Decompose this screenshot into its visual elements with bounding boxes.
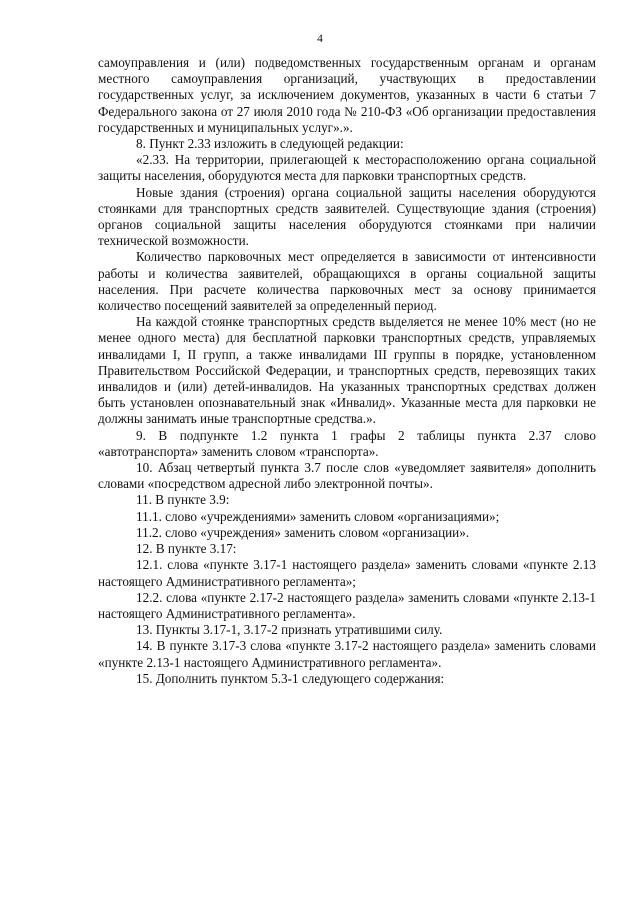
paragraph: самоуправления и (или) подведомственных государственным органам и органам местного самоуправления организаций, участвующих в предоставлении государственных услуг, за исключением документов, указанных в части 6 статьи 7 Федерального закона от 27 июля 2010 года № 210-ФЗ «Об организации предоставления государственных и муниципальных услуг».». <box>98 55 596 135</box>
paragraph: «2.33. На территории, прилегающей к месторасположению органа социальной защиты населения, оборудуются места для парковки транспортных средств. <box>98 152 596 184</box>
paragraph: 11.1. слово «учреждениями» заменить словом «организациями»; <box>136 508 500 524</box>
paragraph: На каждой стоянке транспортных средств выделяется не менее 10% мест (но не менее одного места) для бесплатной парковки транспортных средств, управляемых инвалидами I, II групп, а также инвалидами III группы в порядке, установленном Правительством Российской Федерации, и транспортных средств, перевозящих таких инвалидов и (или) детей-инвалидов. На указанных транспортных средствах должен быть установлен опознавательный знак «Инвалид». Указанные места для парковки не должны занимать иные транспортные средства.». <box>98 314 596 427</box>
paragraph: Количество парковочных мест определяется в зависимости от интенсивности работы и количества заявителей, обращающихся в органы социальной защиты населения. При расчете количества парковочных мест за основу принимается количество посещений заявителей за определенный период. <box>98 249 596 314</box>
paragraph: 12. В пункте 3.17: <box>136 541 237 557</box>
page-number: 4 <box>317 33 323 45</box>
paragraph: 12.2. слова «пункте 2.17-2 настоящего раздела» заменить словами «пункте 2.13-1 настоящего Административного регламента». <box>98 589 596 621</box>
paragraph: 11. В пункте 3.9: <box>136 492 230 508</box>
paragraph: 11.2. слово «учреждения» заменить словом «организации». <box>136 524 470 540</box>
paragraph: 10. Абзац четвертый пункта 3.7 после слов «уведомляет заявителя» дополнить словами «посредством адресной либо электронной почты». <box>98 460 596 492</box>
paragraph: 12.1. слова «пункте 3.17-1 настоящего раздела» заменить словами «пункте 2.13 настоящего Административного регламента»; <box>98 557 596 589</box>
paragraph: 14. В пункте 3.17-3 слова «пункте 3.17-2 настоящего раздела» заменить словами «пункте 2.13-1 настоящего Административного регламента». <box>98 638 596 670</box>
document-body <box>98 55 596 687</box>
paragraph: 15. Дополнить пунктом 5.3-1 следующего содержания: <box>136 670 445 686</box>
paragraph: 13. Пункты 3.17-1, 3.17-2 признать утратившими силу. <box>136 622 443 638</box>
paragraph: 9. В подпункте 1.2 пункта 1 графы 2 таблицы пункта 2.37 слово «автотранспорта» заменить словом «транспорта». <box>98 427 596 459</box>
paragraph: Новые здания (строения) органа социальной защиты населения оборудуются стоянками для транспортных средств заявителей. Существующие здания (строения) органов социальной защиты населения оборудуются стоянками при наличии технической возможности. <box>98 184 596 249</box>
paragraph: 8. Пункт 2.33 изложить в следующей редакции: <box>136 136 404 152</box>
